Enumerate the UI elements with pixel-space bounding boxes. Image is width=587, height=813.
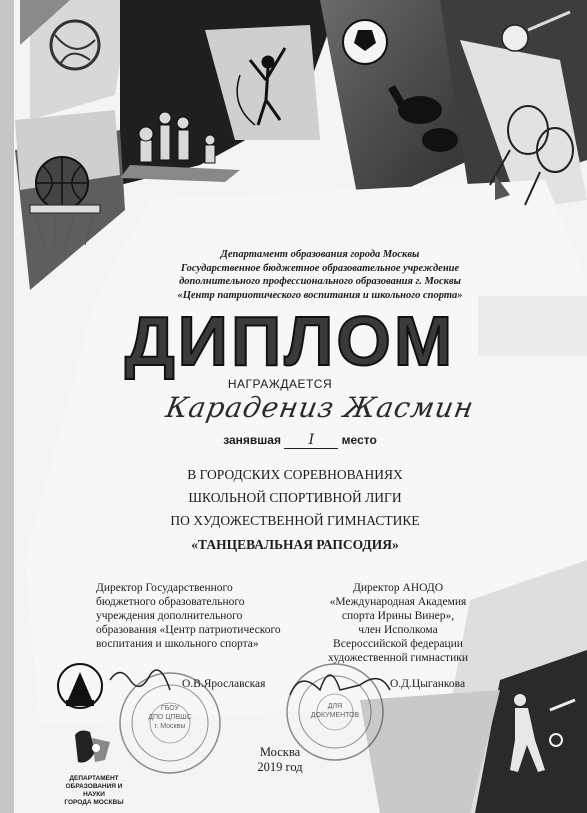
place-suffix: место — [341, 433, 377, 447]
city: Москва — [259, 745, 301, 759]
left-signatory-line: Директор Государственного — [96, 582, 233, 594]
place-value: I — [284, 432, 338, 449]
right-signatory-line: «Международная Академия — [329, 596, 467, 608]
place-and-date — [240, 745, 320, 775]
competition-line: В ГОРОДСКИХ СОРЕВНОВАНИЯХ — [187, 467, 403, 482]
left-signatory-name: О.В.Ярославская — [182, 678, 266, 690]
diploma-title: ДИПЛОМ — [124, 302, 456, 380]
right-signatory-line: член Исполкома — [358, 624, 438, 636]
stamp-line: ГБОУ — [160, 705, 180, 712]
right-signatory-name: О.Д.Цыганкова — [390, 678, 466, 690]
logo-caption-line: ДЕПАРТАМЕНТ — [69, 775, 119, 782]
stamp-line: ДОКУМЕНТОВ — [310, 712, 360, 719]
department-line: Государственное бюджетное образовательное учреждение — [180, 262, 460, 274]
left-edge-strip — [0, 0, 14, 813]
hoop-icon — [30, 205, 100, 213]
logo-caption-line: ГОРОДА МОСКВЫ — [64, 799, 124, 806]
right-signatory-line: художественной гимнастики — [328, 652, 468, 664]
department-line: «Центр патриотического воспитания и школьного спорта» — [177, 289, 463, 301]
right-signatory-line: спорта Ирины Винер», — [341, 610, 455, 622]
competition-line: ПО ХУДОЖЕСТВЕННОЙ ГИМНАСТИКЕ — [170, 513, 420, 528]
right-signatory-line: Всероссийской федерации — [333, 638, 463, 650]
left-signatory-line: воспитания и школьного спорта» — [96, 638, 259, 650]
recipient-name: Карадениз Жасмин — [163, 391, 477, 424]
logo-caption-line: ОБРАЗОВАНИЯ И НАУКИ — [65, 783, 123, 798]
stamp-line: ДПО ЦПВШС — [148, 714, 192, 721]
department-line: дополнительного профессионального образования г. Москвы — [179, 276, 461, 287]
competition-name: «ТАНЦЕВАЛЬНАЯ РАПСОДИЯ» — [191, 537, 399, 552]
competition-line: ШКОЛЬНОЙ СПОРТИВНОЙ ЛИГИ — [188, 490, 402, 505]
department-line: Департамент образования города Москвы — [220, 249, 420, 260]
department-logo — [75, 731, 110, 763]
stamp-line: ДЛЯ — [327, 703, 343, 710]
left-signatory-title — [96, 581, 296, 651]
right-signatory-line: Директор АНОДО — [352, 582, 444, 594]
golf-ball-icon — [502, 25, 528, 51]
left-signatory-line: образования «Центр патриотического — [96, 624, 281, 636]
place-prefix: занявшая — [223, 433, 281, 447]
department-header — [150, 248, 490, 302]
awarded-label: НАГРАЖДАЕТСЯ — [227, 377, 333, 391]
left-stamp-text — [140, 704, 200, 731]
left-signatory-line: бюджетного образовательного — [96, 596, 245, 608]
year: 2019 год — [257, 760, 303, 774]
left-signatory-line: учреждения дополнительного — [96, 610, 243, 622]
title-right-band — [478, 296, 587, 356]
department-logo-caption — [56, 775, 132, 807]
place-line — [205, 432, 395, 449]
stamp-line: г. Москвы — [154, 723, 186, 730]
right-signatory-title — [318, 581, 478, 665]
right-stamp-text — [305, 702, 365, 720]
